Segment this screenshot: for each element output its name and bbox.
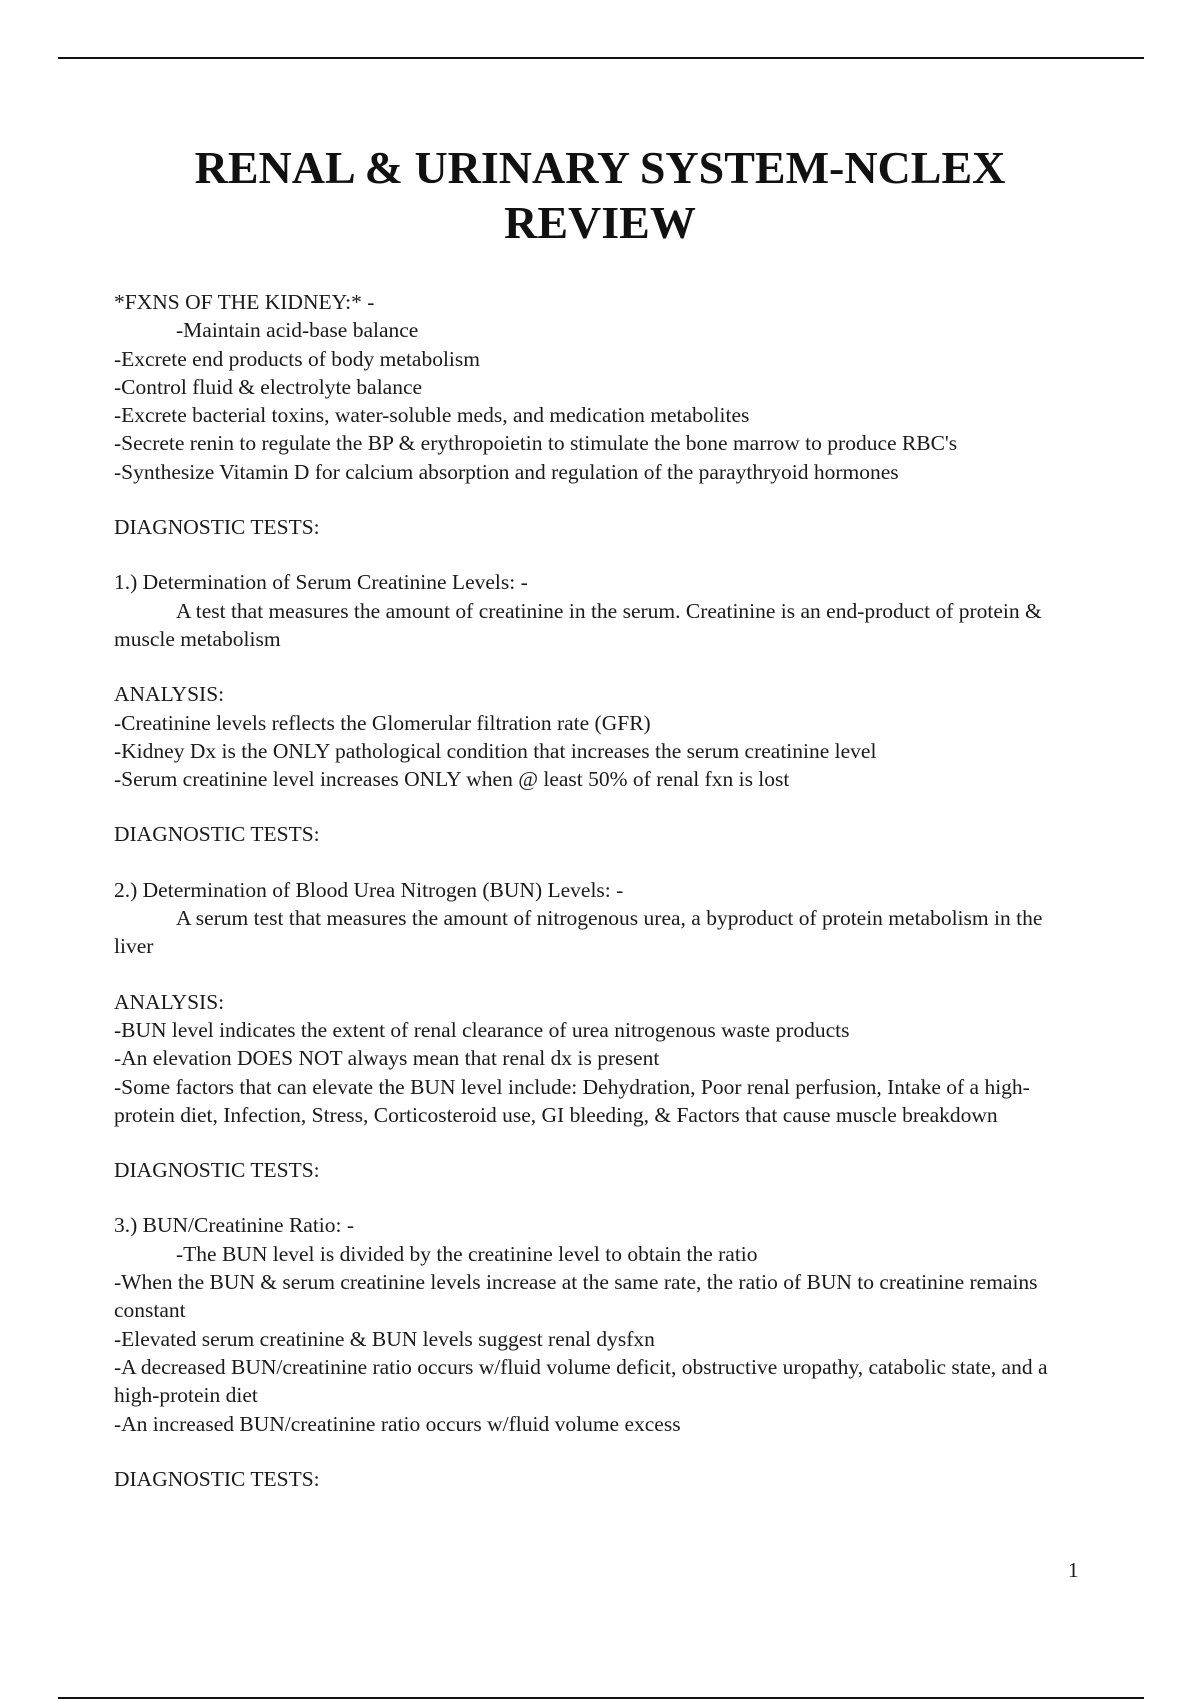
test1-heading: 1.) Determination of Serum Creatinine Levels: - [114, 570, 528, 595]
title-line-2: REVIEW [504, 197, 696, 248]
page-number: 1 [1068, 1558, 1079, 1582]
document-title [100, 140, 1100, 250]
test1-description: A test that measures the amount of creatinine in the serum. Creatinine is an end-product of protein & muscle metabolism [114, 598, 1042, 651]
test2-description: A serum test that measures the amount of nitrogenous urea, a byproduct of protein metabolism in the liver [114, 906, 1043, 959]
kidney-function-item: -Excrete end products of body metabolism [114, 346, 480, 371]
test1-analysis-item: -Kidney Dx is the ONLY pathological condition that increases the serum creatinine level [114, 738, 877, 763]
test3-item: -A decreased BUN/creatinine ratio occurs w/fluid volume deficit, obstructive uropathy, catabolic state, and a high-protein diet [114, 1354, 1048, 1408]
test1-analysis-item: -Serum creatinine level increases ONLY when @ least 50% of renal fxn is lost [114, 767, 790, 792]
kidney-function-item: -Excrete bacterial toxins, water-soluble meds, and medication metabolites [114, 403, 750, 428]
kidney-function-item: -Secrete renin to regulate the BP & erythropoietin to stimulate the bone marrow to produce RBC's [114, 431, 958, 456]
document-body [114, 288, 1082, 1493]
analysis-heading: ANALYSIS: [114, 682, 225, 707]
test3-item: -An increased BUN/creatinine ratio occurs w/fluid volume excess [114, 1411, 681, 1436]
test2-analysis-item: -An elevation DOES NOT always mean that renal dx is present [114, 1046, 660, 1071]
title-line-1: RENAL & URINARY SYSTEM-NCLEX [194, 142, 1006, 193]
section-heading-diagnostic-tests: DIAGNOSTIC TESTS: [114, 515, 320, 540]
test3-item: -The BUN level is divided by the creatinine level to obtain the ratio [176, 1241, 758, 1266]
kidney-function-item: -Maintain acid-base balance [176, 318, 419, 343]
test2-analysis-item: -Some factors that can elevate the BUN level include: Dehydration, Poor renal perfusion, Intake of a high-protein diet, Infection, Stress, Corticosteroid use, GI bleeding, & Factors that cause muscle breakdown [114, 1074, 1030, 1127]
kidney-functions-heading: *FXNS OF THE KIDNEY:* - [114, 290, 375, 314]
kidney-function-item: -Control fluid & electrolyte balance [114, 374, 423, 399]
test2-heading: 2.) Determination of Blood Urea Nitrogen (BUN) Levels: - [114, 877, 624, 902]
test2-analysis-item: -BUN level indicates the extent of renal clearance of urea nitrogenous waste products [114, 1017, 850, 1042]
analysis-heading: ANALYSIS: [114, 989, 225, 1014]
test3-item: -When the BUN & serum creatinine levels increase at the same rate, the ratio of BUN to creatinine remains constant [114, 1270, 1038, 1323]
section-heading-diagnostic-tests: DIAGNOSTIC TESTS: [114, 822, 320, 847]
top-rule [58, 57, 1144, 59]
bottom-rule [58, 1697, 1144, 1699]
section-heading-diagnostic-tests: DIAGNOSTIC TESTS: [114, 1158, 320, 1183]
test3-heading: 3.) BUN/Creatinine Ratio: - [114, 1213, 355, 1238]
kidney-function-item: -Synthesize Vitamin D for calcium absorption and regulation of the paraythryoid hormones [114, 459, 899, 484]
test1-analysis-item: -Creatinine levels reflects the Glomerular filtration rate (GFR) [114, 710, 651, 735]
test3-item: -Elevated serum creatinine & BUN levels suggest renal dysfxn [114, 1326, 655, 1351]
section-heading-diagnostic-tests: DIAGNOSTIC TESTS: [114, 1466, 320, 1491]
